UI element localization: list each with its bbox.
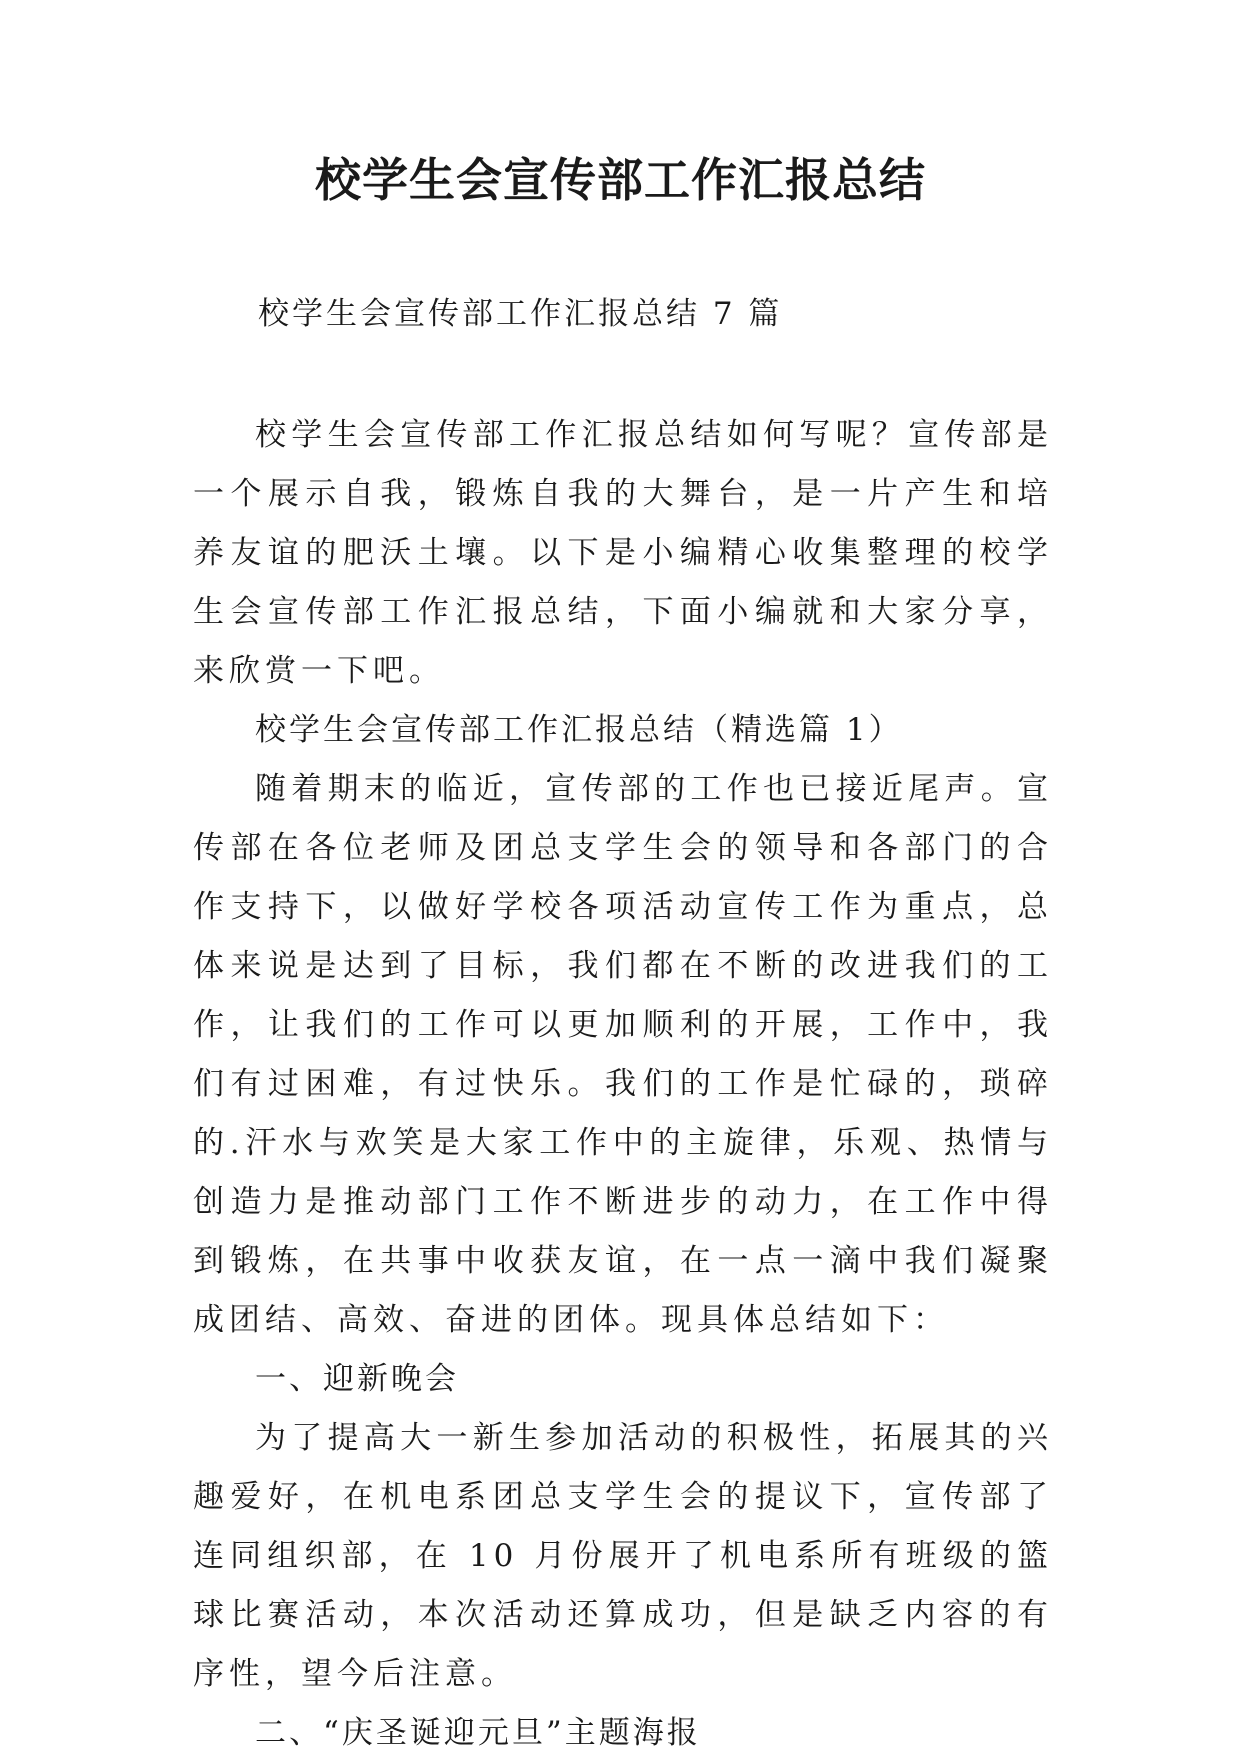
item-heading-1: 一、迎新晚会 [255, 1361, 459, 1397]
item-heading-2: 二、“庆圣诞迎元旦”主题海报 [255, 1715, 701, 1751]
document-title: 校学生会宣传部工作汇报总结 [315, 153, 926, 207]
document-body [193, 406, 1053, 1763]
item-paragraph-1: 为了提高大一新生参加活动的积极性，拓展其的兴趣爱好，在机电系团总支学生会的提议下，宣传部了连同组织部，在 10 月份展开了机电系所有班级的篮球比赛活动，本次活动还算成功，但是缺乏内容的有序性，望今后注意。 [193, 1420, 1053, 1692]
section-paragraph: 随着期末的临近，宣传部的工作也已接近尾声。宣传部在各位老师及团总支学生会的领导和各部门的合作支持下，以做好学校各项活动宣传工作为重点，总体来说是达到了目标，我们都在不断的改进我们的工作，让我们的工作可以更加顺利的开展，工作中，我们有过困难，有过快乐。我们的工作是忙碌的，琐碎的.汗水与欢笑是大家工作中的主旋律，乐观、热情与创造力是推动部门工作不断进步的动力，在工作中得到锻炼，在共事中收获友谊，在一点一滴中我们凝聚成团结、高效、奋进的团体。现具体总结如下： [193, 771, 1053, 1338]
intro-paragraph: 校学生会宣传部工作汇报总结如何写呢？宣传部是一个展示自我，锻炼自我的大舞台，是一片产生和培养友谊的肥沃土壤。以下是小编精心收集整理的校学生会宣传部工作汇报总结，下面小编就和大家分享，来欣赏一下吧。 [193, 417, 1053, 689]
document-subtitle: 校学生会宣传部工作汇报总结 7 篇 [258, 296, 783, 332]
section-heading: 校学生会宣传部工作汇报总结（精选篇 1） [255, 712, 903, 748]
